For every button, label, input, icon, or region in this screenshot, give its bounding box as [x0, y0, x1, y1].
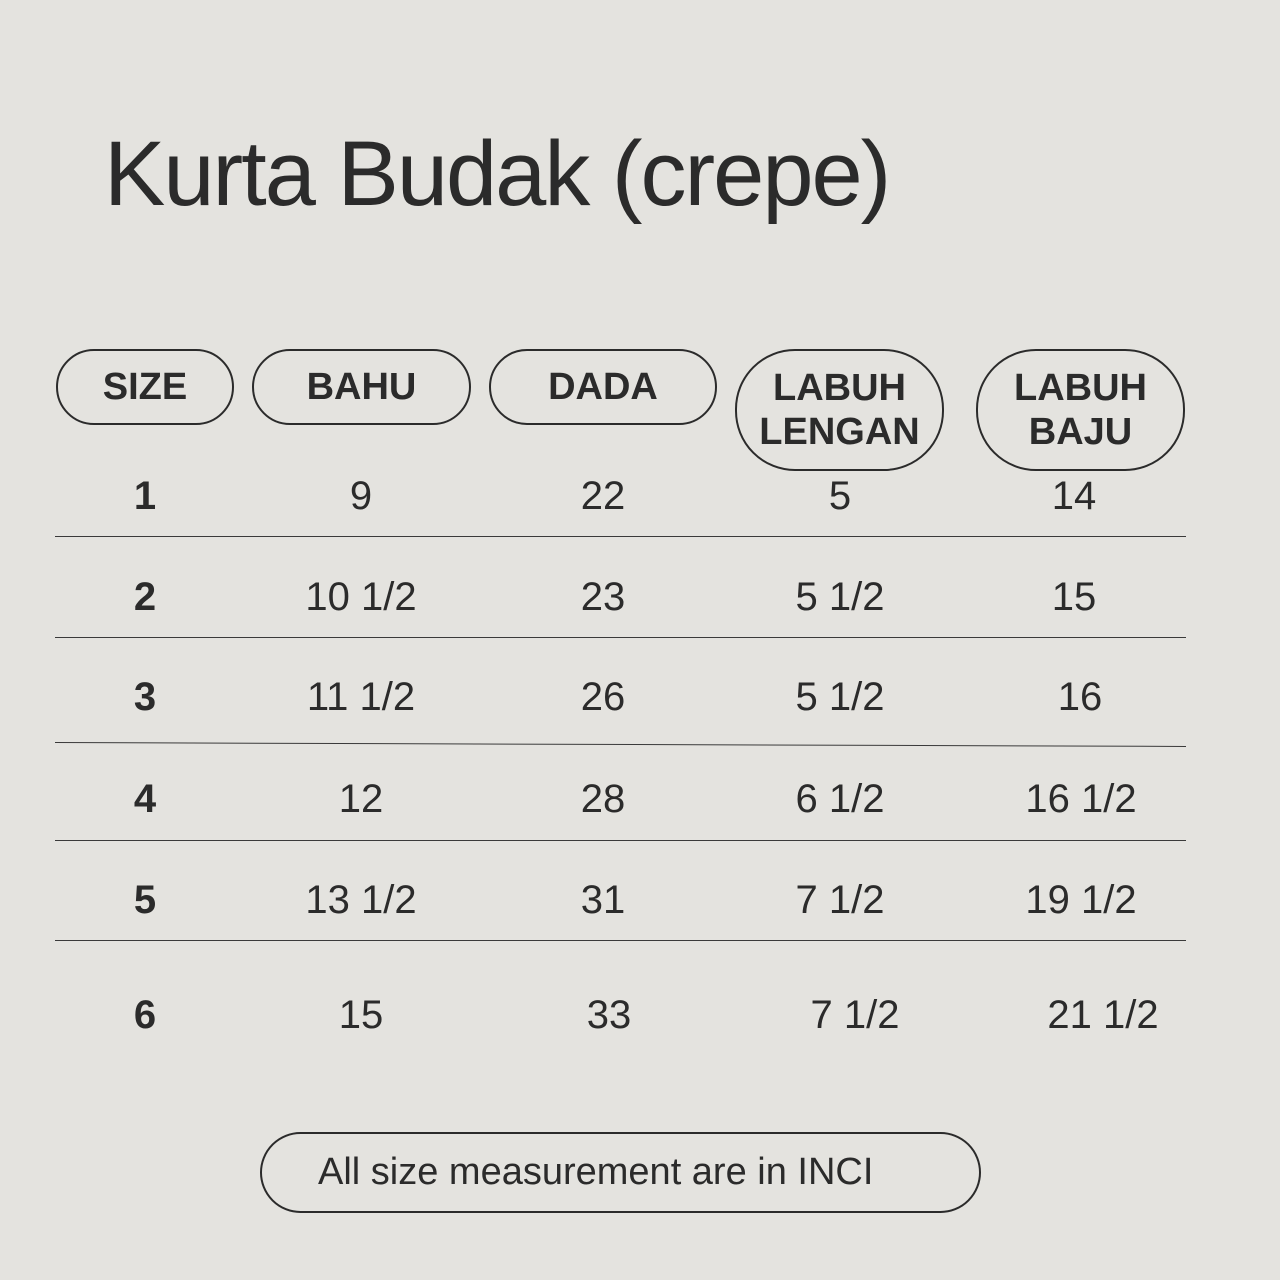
cell-size: 2: [133, 575, 157, 619]
row-divider: [55, 742, 1186, 747]
header-labuh-lengan: LABUH LENGAN: [735, 349, 944, 471]
cell-dada: 31: [580, 878, 626, 922]
cell-labuh-lengan: 5: [828, 474, 852, 518]
cell-labuh-baju: 14: [1051, 474, 1097, 518]
row-divider: [55, 940, 1186, 941]
header-labuh-baju: LABUH BAJU: [976, 349, 1185, 471]
cell-labuh-baju: 16: [1057, 675, 1103, 719]
cell-dada: 22: [580, 474, 626, 518]
cell-dada: 23: [580, 575, 626, 619]
cell-bahu: 10 1/2: [305, 575, 417, 619]
cell-dada: 26: [580, 675, 626, 719]
cell-labuh-lengan: 5 1/2: [795, 575, 885, 619]
cell-size: 3: [133, 675, 157, 719]
cell-labuh-lengan: 7 1/2: [795, 878, 885, 922]
row-divider: [55, 536, 1186, 537]
cell-labuh-baju: 21 1/2: [1047, 993, 1159, 1037]
cell-bahu: 13 1/2: [305, 878, 417, 922]
page-title: Kurta Budak (crepe): [104, 123, 890, 225]
cell-size: 6: [133, 993, 157, 1037]
cell-labuh-lengan: 7 1/2: [810, 993, 900, 1037]
header-dada: DADA: [489, 349, 717, 425]
cell-labuh-baju: 15: [1051, 575, 1097, 619]
cell-labuh-baju: 16 1/2: [1025, 777, 1137, 821]
row-divider: [55, 840, 1186, 841]
cell-dada: 28: [580, 777, 626, 821]
cell-size: 5: [133, 878, 157, 922]
cell-size: 4: [133, 777, 157, 821]
header-size: SIZE: [56, 349, 234, 425]
cell-bahu: 12: [338, 777, 384, 821]
cell-dada: 33: [586, 993, 632, 1037]
cell-bahu: 9: [349, 474, 373, 518]
cell-labuh-baju: 19 1/2: [1025, 878, 1137, 922]
cell-size: 1: [133, 474, 157, 518]
header-bahu: BAHU: [252, 349, 471, 425]
cell-bahu: 15: [338, 993, 384, 1037]
cell-labuh-lengan: 6 1/2: [795, 777, 885, 821]
cell-labuh-lengan: 5 1/2: [795, 675, 885, 719]
row-divider: [55, 637, 1186, 638]
cell-bahu: 11 1/2: [306, 675, 416, 719]
unit-note: All size measurement are in INCI: [260, 1132, 981, 1213]
